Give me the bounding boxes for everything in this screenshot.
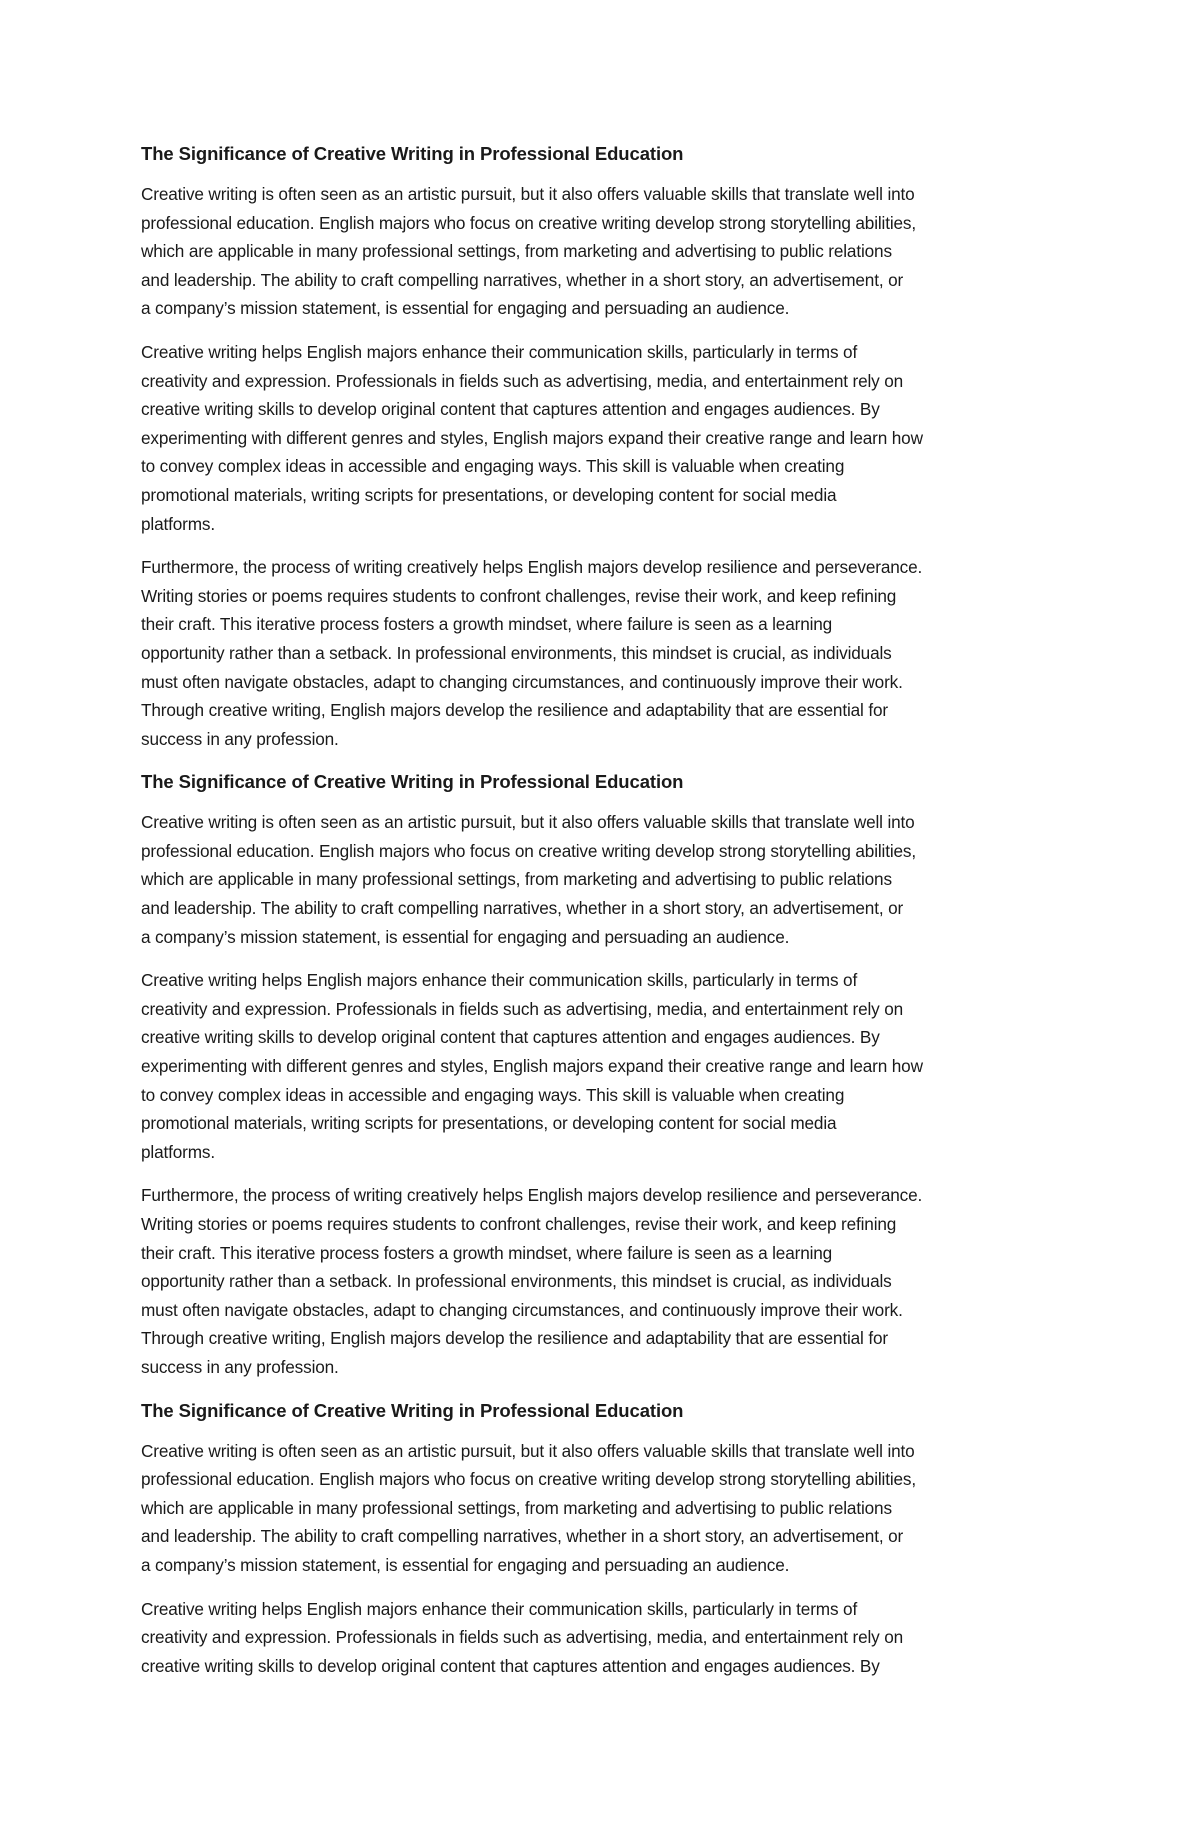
text-line: Furthermore, the process of writing creatively helps English majors develop resilience and perseverance.	[141, 557, 923, 578]
text-line: experimenting with different genres and styles, English majors expand their creative range and learn how	[141, 427, 923, 448]
document-section	[141, 140, 1081, 753]
text-line: which are applicable in many professional settings, from marketing and advertising to public relations	[141, 1497, 892, 1518]
paragraph	[141, 553, 1081, 753]
paragraph	[141, 1595, 1081, 1681]
text-line: platforms.	[141, 513, 215, 534]
section-heading: The Significance of Creative Writing in Professional Education	[141, 143, 684, 164]
text-line: professional education. English majors who focus on creative writing develop strong storytelling abilities,	[141, 1469, 916, 1490]
text-line: Through creative writing, English majors develop the resilience and adaptability that are essential for	[141, 1328, 888, 1349]
paragraph	[141, 1437, 1081, 1580]
paragraph	[141, 966, 1081, 1166]
text-line: creativity and expression. Professionals in fields such as advertising, media, and entertainment rely on	[141, 370, 904, 391]
text-line: and leadership. The ability to craft compelling narratives, whether in a short story, an advertisement, or	[141, 269, 904, 290]
text-line: creative writing skills to develop original content that captures attention and engages audiences. By	[141, 399, 880, 420]
text-line: Furthermore, the process of writing creatively helps English majors develop resilience and perseverance.	[141, 1185, 923, 1206]
paragraph	[141, 180, 1081, 323]
text-line: creative writing skills to develop original content that captures attention and engages audiences. By	[141, 1027, 880, 1048]
text-line: opportunity rather than a setback. In professional environments, this mindset is crucial, as individuals	[141, 1271, 892, 1292]
text-line: their craft. This iterative process fosters a growth mindset, where failure is seen as a learning	[141, 1242, 833, 1263]
text-line: to convey complex ideas in accessible and engaging ways. This skill is valuable when creating	[141, 456, 845, 477]
text-line: creativity and expression. Professionals in fields such as advertising, media, and entertainment rely on	[141, 1627, 904, 1648]
text-line: Through creative writing, English majors develop the resilience and adaptability that are essential for	[141, 700, 888, 721]
text-line: Writing stories or poems requires students to confront challenges, revise their work, and keep refining	[141, 585, 897, 606]
text-line: which are applicable in many professional settings, from marketing and advertising to public relations	[141, 241, 892, 262]
text-line: which are applicable in many professional settings, from marketing and advertising to public relations	[141, 869, 892, 890]
section-heading: The Significance of Creative Writing in Professional Education	[141, 1399, 684, 1421]
text-line: a company’s mission statement, is essential for engaging and persuading an audience.	[141, 298, 790, 319]
document-page	[141, 140, 1081, 1695]
text-line: success in any profession.	[141, 1356, 339, 1377]
text-line: platforms.	[141, 1141, 215, 1162]
paragraph	[141, 338, 1081, 538]
text-line: to convey complex ideas in accessible and engaging ways. This skill is valuable when creating	[141, 1084, 845, 1105]
text-line: creative writing skills to develop original content that captures attention and engages audiences. By	[141, 1655, 880, 1676]
text-line: must often navigate obstacles, adapt to changing circumstances, and continuously improve their work.	[141, 1299, 903, 1320]
text-line: a company’s mission statement, is essential for engaging and persuading an audience.	[141, 926, 790, 947]
text-line: Creative writing is often seen as an artistic pursuit, but it also offers valuable skills that translate well into	[141, 184, 915, 204]
text-line: success in any profession.	[141, 728, 339, 749]
text-line: must often navigate obstacles, adapt to changing circumstances, and continuously improve their work.	[141, 671, 903, 692]
text-line: Creative writing is often seen as an artistic pursuit, but it also offers valuable skills that translate well into	[141, 1440, 915, 1461]
paragraph	[141, 808, 1081, 951]
document-section	[141, 768, 1081, 1381]
text-line: promotional materials, writing scripts for presentations, or developing content for social media	[141, 1113, 837, 1134]
text-line: creativity and expression. Professionals in fields such as advertising, media, and entertainment rely on	[141, 998, 904, 1019]
text-line: promotional materials, writing scripts for presentations, or developing content for social media	[141, 484, 837, 505]
text-line: experimenting with different genres and styles, English majors expand their creative range and learn how	[141, 1056, 923, 1077]
text-line: and leadership. The ability to craft compelling narratives, whether in a short story, an advertisement, or	[141, 898, 904, 919]
text-line: Creative writing is often seen as an artistic pursuit, but it also offers valuable skills that translate well into	[141, 812, 915, 833]
text-line: opportunity rather than a setback. In professional environments, this mindset is crucial, as individuals	[141, 642, 892, 663]
document-section	[141, 1397, 1081, 1681]
text-line: Creative writing helps English majors enhance their communication skills, particularly in terms of	[141, 341, 858, 362]
text-line: and leadership. The ability to craft compelling narratives, whether in a short story, an advertisement, or	[141, 1526, 904, 1547]
text-line: professional education. English majors who focus on creative writing develop strong storytelling abilities,	[141, 840, 916, 861]
section-heading: The Significance of Creative Writing in Professional Education	[141, 771, 684, 793]
text-line: professional education. English majors who focus on creative writing develop strong storytelling abilities,	[141, 212, 916, 233]
paragraph	[141, 1181, 1081, 1381]
text-line: Creative writing helps English majors enhance their communication skills, particularly in terms of	[141, 970, 858, 991]
text-line: their craft. This iterative process fosters a growth mindset, where failure is seen as a learning	[141, 614, 833, 635]
text-line: a company’s mission statement, is essential for engaging and persuading an audience.	[141, 1554, 790, 1575]
text-line: Writing stories or poems requires students to confront challenges, revise their work, and keep refining	[141, 1214, 897, 1234]
text-line: Creative writing helps English majors enhance their communication skills, particularly in terms of	[141, 1598, 858, 1619]
